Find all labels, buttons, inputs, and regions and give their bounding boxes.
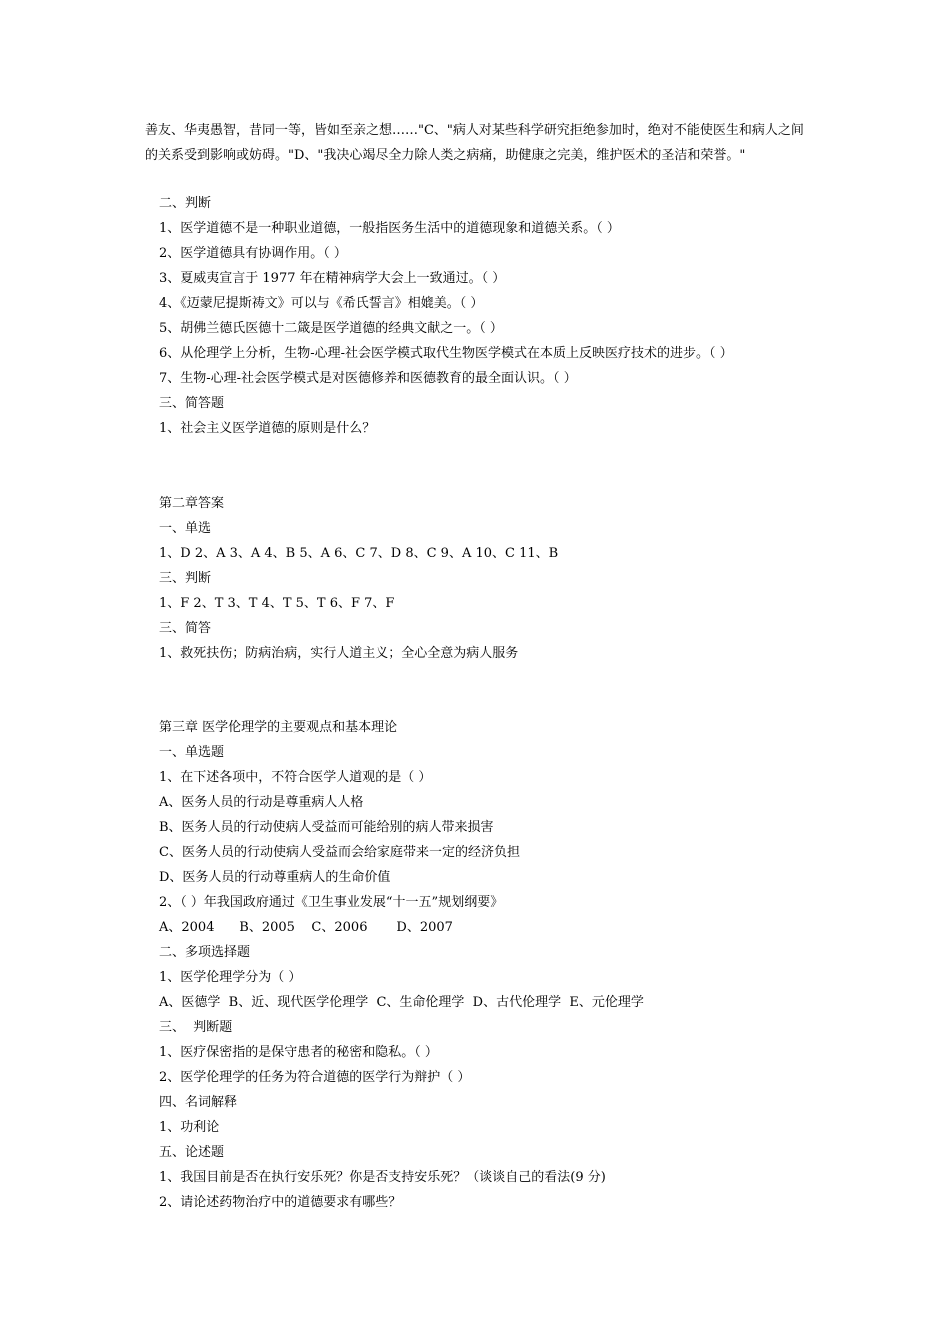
short-item: 1、社会主义医学道德的原则是什么？ <box>159 421 376 436</box>
chapter3-title: 第三章 医学伦理学的主要观点和基本理论 <box>159 720 398 735</box>
section-heading-short: 三、简答 <box>159 621 212 636</box>
judge-item: 4、《迈蒙尼提斯祷文》可以与《希氏誓言》相媲美。（ ） <box>159 296 484 311</box>
judge-item: 3、夏威夷宣言于 1977 年在精神病学大会上一致通过。（ ） <box>159 271 506 286</box>
question: 2、（ ）年我国政府通过《卫生事业发展“十一五”规划纲要》 <box>159 895 504 910</box>
judge-item: 2、医学道德具有协调作用。（ ） <box>159 246 347 261</box>
question-option: D、医务人员的行动尊重病人的生命价值 <box>159 870 391 885</box>
question: 1、医学伦理学分为（ ） <box>159 970 302 985</box>
section-heading-single: 一、单选题 <box>159 745 225 760</box>
section-heading-judge: 三、 判断题 <box>159 1020 233 1035</box>
judge-item: 1、医疗保密指的是保守患者的秘密和隐私。（ ） <box>159 1045 438 1060</box>
term-item: 1、功利论 <box>159 1120 220 1135</box>
essay-item: 1、我国目前是否在执行安乐死？你是否支持安乐死？（谈谈自己的看法(9 分) <box>159 1170 606 1185</box>
question: 1、在下述各项中，不符合医学人道观的是（ ） <box>159 770 432 785</box>
question-option: C、医务人员的行动使病人受益而会给家庭带来一定的经济负担 <box>159 845 520 860</box>
section-heading-judge: 二、判断 <box>159 196 212 211</box>
intro-paragraph: 善友、华夷愚智，昔同一等，皆如至亲之想……"C、"病人对某些科学研究拒绝参加时，绝对不能使医生和病人之间的关系受到影响或妨碍。"D、"我决心竭尽全力除人类之病痛，助健康之完美，维护医术的圣洁和荣誉。" <box>145 123 804 163</box>
judge-item: 7、生物-心理-社会医学模式是对医德修养和医德教育的最全面认识。（ ） <box>159 371 577 386</box>
question-option: B、医务人员的行动使病人受益而可能给别的病人带来损害 <box>159 820 494 835</box>
chapter2-answers-title: 第二章答案 <box>159 496 225 511</box>
short-answers: 1、救死扶伤；防病治病，实行人道主义；全心全意为病人服务 <box>159 646 519 661</box>
judge-item: 1、医学道德不是一种职业道德，一般指医务生活中的道德现象和道德关系。（ ） <box>159 221 620 236</box>
judge-item: 2、医学伦理学的任务为符合道德的医学行为辩护（ ） <box>159 1070 471 1085</box>
question-options-row: A、2004 B、2005 C、2006 D、2007 <box>159 920 453 935</box>
section-heading-judge: 三、判断 <box>159 571 212 586</box>
judge-item: 6、从伦理学上分析，生物-心理-社会医学模式取代生物医学模式在本质上反映医疗技术的进步。（ ） <box>159 346 733 361</box>
section-heading-single: 一、单选 <box>159 521 212 536</box>
judge-item: 5、胡佛兰德氏医德十二箴是医学道德的经典文献之一。（ ） <box>159 321 503 336</box>
question-options-row: A、医德学 B、近、现代医学伦理学 C、生命伦理学 D、古代伦理学 E、元伦理学 <box>159 995 644 1010</box>
judge-answers: 1、F 2、T 3、T 4、T 5、T 6、F 7、F <box>159 596 395 611</box>
section-heading-multi: 二、多项选择题 <box>159 945 251 960</box>
question-option: A、医务人员的行动是尊重病人人格 <box>159 795 364 810</box>
essay-item: 2、请论述药物治疗中的道德要求有哪些？ <box>159 1195 402 1210</box>
single-answers: 1、D 2、A 3、A 4、B 5、A 6、C 7、D 8、C 9、A 10、C 11、B <box>159 546 559 561</box>
section-heading-essay: 五、论述题 <box>159 1145 225 1160</box>
section-heading-short: 三、简答题 <box>159 396 225 411</box>
section-heading-term: 四、名词解释 <box>159 1095 238 1110</box>
